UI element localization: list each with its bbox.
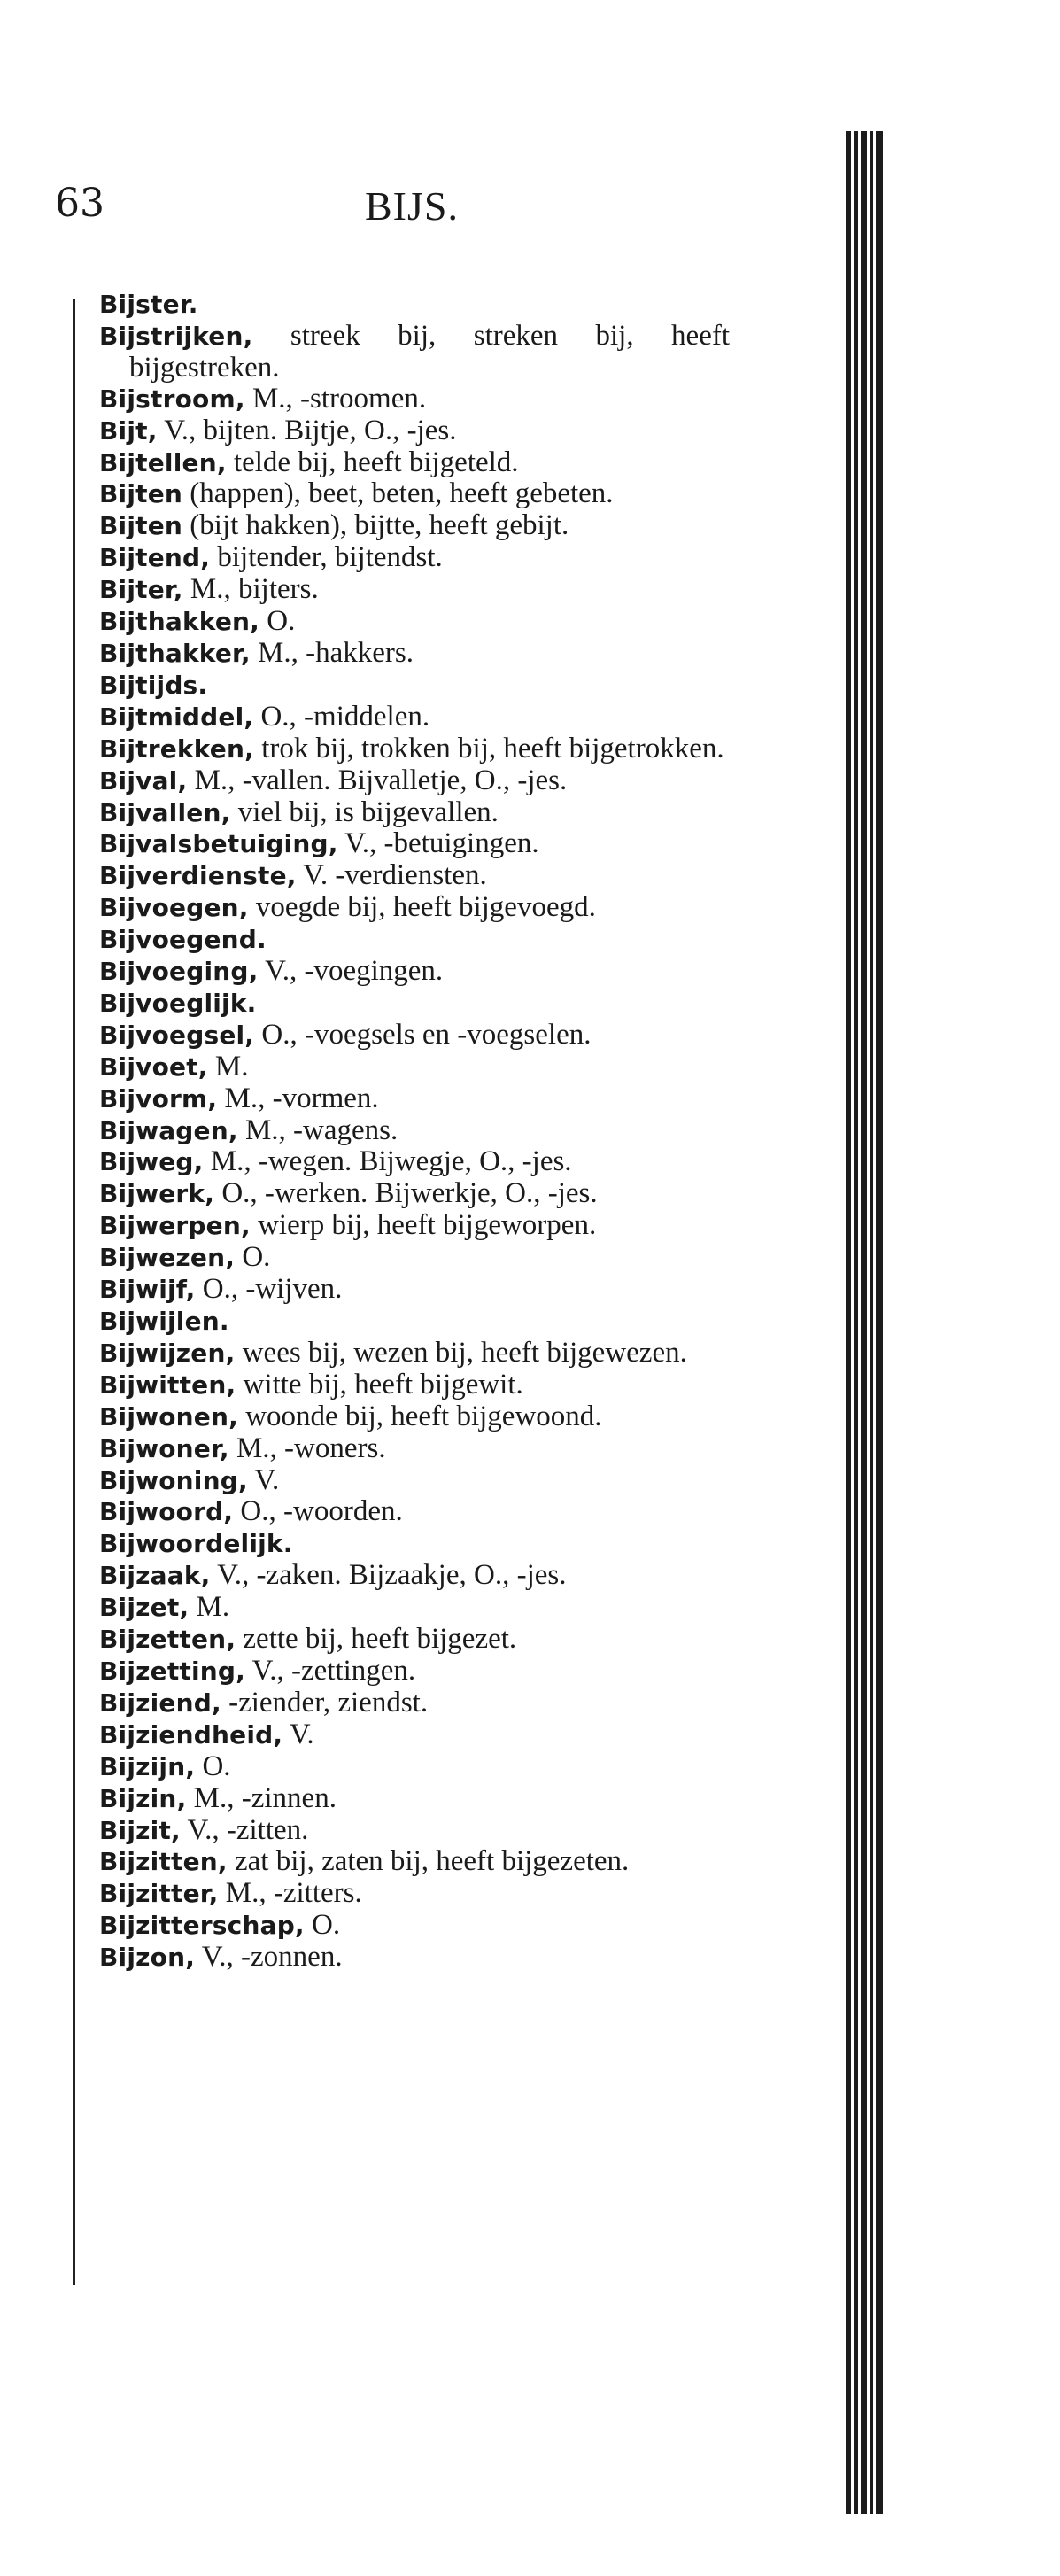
column-rule: [73, 299, 75, 2285]
entry-definition: V., -betuigingen.: [344, 827, 539, 860]
dictionary-entry: [99, 1878, 730, 1910]
entry-headword: Bijzon,: [99, 1943, 196, 1973]
entry-definition: O.: [202, 1750, 231, 1782]
entry-definition: M., -vallen. Bijvalletje, O., -jes.: [194, 764, 568, 796]
page-number: 63: [55, 181, 104, 226]
entry-definition: V., -zonnen.: [201, 1941, 343, 1974]
dictionary-entry: [99, 1242, 730, 1274]
entry-headword: Bijvoeging,: [99, 957, 259, 987]
entry-definition: trok bij, trokken bij, heeft bijgetrokken.: [261, 732, 724, 764]
dictionary-entry: [99, 1338, 730, 1369]
entry-definition: O., -voegsels en -voegselen.: [261, 1018, 592, 1051]
dictionary-entry: [99, 1465, 730, 1497]
entry-headword: Bijzitter,: [99, 1879, 219, 1909]
entry-headword: Bijwijzen,: [99, 1338, 236, 1368]
dictionary-entry: [99, 1783, 730, 1815]
dictionary-entry: [99, 1942, 730, 1974]
dictionary-entry: [99, 1751, 730, 1783]
entry-definition: M., -vormen.: [224, 1082, 379, 1114]
entry-headword: Bijwijf,: [99, 1275, 196, 1305]
entry-headword: Bijten: [99, 511, 183, 541]
entry-definition: M., -woners.: [236, 1432, 386, 1464]
book-spine-edge: [846, 131, 883, 2514]
dictionary-entry: [99, 924, 730, 956]
dictionary-entry: [99, 574, 730, 606]
entry-headword: Bijvoegsel,: [99, 1020, 255, 1050]
dictionary-entry: [99, 638, 730, 670]
dictionary-entry: [99, 765, 730, 797]
entry-definition: woonde bij, heeft bijgewoond.: [245, 1400, 602, 1432]
dictionary-entry: [99, 733, 730, 765]
entry-headword: Bijzitterschap,: [99, 1911, 305, 1941]
dictionary-entry: [99, 1910, 730, 1942]
entry-definition: O.: [267, 605, 296, 638]
dictionary-entry: [99, 1146, 730, 1178]
entry-headword: Bijzaak,: [99, 1561, 211, 1591]
dictionary-entry: [99, 670, 730, 702]
entry-headword: Bijweg,: [99, 1147, 204, 1177]
dictionary-entry: [99, 447, 730, 479]
entry-definition: M.: [214, 1050, 249, 1082]
dictionary-entry: [99, 1656, 730, 1688]
entry-definition: V.: [289, 1718, 314, 1750]
dictionary-entry: [99, 1846, 730, 1878]
entry-headword: Bijter,: [99, 575, 183, 605]
entry-definition: V. -verdiensten.: [303, 859, 487, 892]
entry-definition: V., -zettingen.: [251, 1654, 416, 1687]
entry-definition: zette bij, heeft bijgezet.: [243, 1623, 517, 1656]
entry-headword: Bijstroom,: [99, 384, 245, 414]
entry-definition: telde bij, heeft bijgeteld.: [233, 446, 519, 478]
entry-headword: Bijziendheid,: [99, 1719, 283, 1750]
entry-definition: (bijt hakken), bijtte, heeft gebijt.: [190, 509, 569, 542]
entry-headword: Bijtrekken,: [99, 733, 254, 764]
entry-definition: V.: [254, 1463, 280, 1496]
dictionary-entry: [99, 321, 730, 384]
entry-headword: Bijwonen,: [99, 1401, 238, 1432]
entry-definition: O., -werken. Bijwerkje, O., -jes.: [221, 1177, 598, 1210]
dictionary-entry: [99, 1210, 730, 1242]
dictionary-entry: [99, 1306, 730, 1338]
dictionary-entry: [99, 289, 730, 321]
entry-headword: Bijvoet,: [99, 1051, 208, 1082]
dictionary-entry: [99, 1401, 730, 1433]
dictionary-entry: [99, 415, 730, 447]
entry-definition: M., -hakkers.: [258, 636, 414, 669]
dictionary-entry: [99, 1083, 730, 1115]
entry-definition: -ziender, ziendst.: [228, 1686, 429, 1719]
entry-headword: Bijval,: [99, 765, 188, 795]
dictionary-entry: [99, 1274, 730, 1306]
entry-definition: V., bijten. Bijtje, O., -jes.: [164, 414, 457, 446]
entry-headword: Bijvorm,: [99, 1083, 218, 1113]
dictionary-entry: [99, 860, 730, 892]
entry-headword: Bijwoord,: [99, 1497, 234, 1527]
entry-headword: Bijtijds.: [99, 670, 208, 700]
entry-headword: Bijzetting,: [99, 1656, 246, 1686]
entry-definition: V., -voegingen.: [265, 955, 444, 988]
dictionary-entry: [99, 384, 730, 415]
dictionary-entry: [99, 702, 730, 733]
entry-headword: Bijtmiddel,: [99, 702, 254, 732]
entry-definition: viel bij, is bijgevallen.: [237, 795, 499, 828]
entry-headword: Bijverdienste,: [99, 861, 297, 891]
dictionary-entry: [99, 542, 730, 574]
entry-definition: wierp bij, heeft bijgeworpen.: [258, 1209, 597, 1242]
dictionary-entry: [99, 1624, 730, 1656]
entry-headword: Bijt,: [99, 415, 158, 446]
entry-list: [99, 289, 730, 1974]
entry-headword: Bijwerpen,: [99, 1211, 251, 1241]
entry-headword: Bijzitten,: [99, 1847, 228, 1877]
dictionary-entry: [99, 1815, 730, 1847]
entry-definition: M.: [196, 1591, 230, 1624]
entry-definition: V., -zaken. Bijzaakje, O., -jes.: [217, 1559, 567, 1592]
entry-definition: zat bij, zaten bij, heeft bijgezeten.: [235, 1845, 630, 1878]
entry-definition: O., -woorden.: [240, 1495, 403, 1528]
entry-headword: Bijthakker,: [99, 638, 251, 668]
dictionary-entry: [99, 606, 730, 638]
entry-headword: Bijzin,: [99, 1783, 187, 1813]
dictionary-entry: [99, 1369, 730, 1401]
entry-definition: witte bij, heeft bijgewit.: [243, 1368, 523, 1401]
entry-headword: Bijziend,: [99, 1688, 221, 1718]
entry-definition: voegde bij, heeft bijgevoegd.: [255, 891, 596, 924]
entry-headword: Bijzetten,: [99, 1625, 236, 1655]
entry-definition: M., -stroomen.: [251, 382, 427, 415]
entry-headword: Bijstrijken,: [99, 321, 253, 351]
dictionary-entry: [99, 1115, 730, 1147]
entry-definition: O., -middelen.: [260, 700, 430, 733]
entry-definition: O., -wijven.: [202, 1273, 343, 1306]
dictionary-entry: [99, 1688, 730, 1719]
entry-headword: Bijwerk,: [99, 1179, 215, 1209]
entry-headword: Bijvoeglijk.: [99, 988, 257, 1018]
entry-headword: Bijvoegen,: [99, 893, 249, 923]
entry-headword: Bijwitten,: [99, 1369, 236, 1400]
entry-headword: Bijwezen,: [99, 1243, 236, 1273]
entry-definition: V., -zitten.: [187, 1813, 309, 1846]
running-head: BIJS.: [365, 183, 459, 229]
entry-definition: (happen), beet, beten, heeft gebeten.: [190, 477, 614, 510]
entry-definition: M., -zitters.: [225, 1877, 362, 1910]
entry-headword: Bijwoning,: [99, 1465, 248, 1495]
entry-headword: Bijten: [99, 479, 183, 509]
entry-definition: O.: [312, 1909, 341, 1942]
entry-definition: M., bijters.: [190, 573, 319, 606]
entry-headword: Bijtellen,: [99, 447, 227, 477]
dictionary-entry: [99, 892, 730, 924]
entry-definition: M., -wagens.: [244, 1113, 398, 1146]
entry-headword: Bijvoegend.: [99, 925, 267, 955]
entry-definition: wees bij, wezen bij, heeft bijgewezen.: [242, 1336, 687, 1369]
entry-headword: Bijwijlen.: [99, 1307, 229, 1336]
dictionary-entry: [99, 797, 730, 829]
dictionary-entry: [99, 1433, 730, 1465]
entry-definition: streek bij, streken bij, heeft bijgestreken.: [129, 319, 731, 384]
entry-definition: O.: [242, 1241, 271, 1274]
dictionary-entry: [99, 478, 730, 510]
entry-definition: M., -wegen. Bijwegje, O., -jes.: [210, 1145, 572, 1178]
dictionary-entry: [99, 956, 730, 988]
dictionary-entry: [99, 988, 730, 1020]
dictionary-entry: [99, 1178, 730, 1210]
entry-definition: M., -zinnen.: [193, 1781, 337, 1814]
dictionary-entry: [99, 828, 730, 860]
entry-headword: Bijthakken,: [99, 607, 260, 637]
dictionary-entry: [99, 1051, 730, 1083]
dictionary-entry: [99, 1496, 730, 1528]
dictionary-entry: [99, 1528, 730, 1560]
entry-headword: Bijvallen,: [99, 797, 231, 827]
entry-headword: Bijwoordelijk.: [99, 1529, 293, 1559]
dictionary-entry: [99, 510, 730, 542]
entry-headword: Bijwagen,: [99, 1115, 238, 1145]
dictionary-entry: [99, 1020, 730, 1051]
entry-headword: Bijwoner,: [99, 1433, 229, 1463]
dictionary-entry: [99, 1560, 730, 1592]
entry-headword: Bijzijn,: [99, 1751, 196, 1781]
entry-headword: Bijzet,: [99, 1593, 190, 1623]
entry-definition: bijtender, bijtendst.: [217, 541, 443, 574]
dictionary-entry: [99, 1719, 730, 1751]
entry-headword: Bijster.: [99, 290, 198, 319]
entry-headword: Bijvalsbetuiging,: [99, 829, 338, 859]
dictionary-entry: [99, 1592, 730, 1624]
entry-headword: Bijzit,: [99, 1815, 181, 1845]
entry-headword: Bijtend,: [99, 543, 211, 573]
